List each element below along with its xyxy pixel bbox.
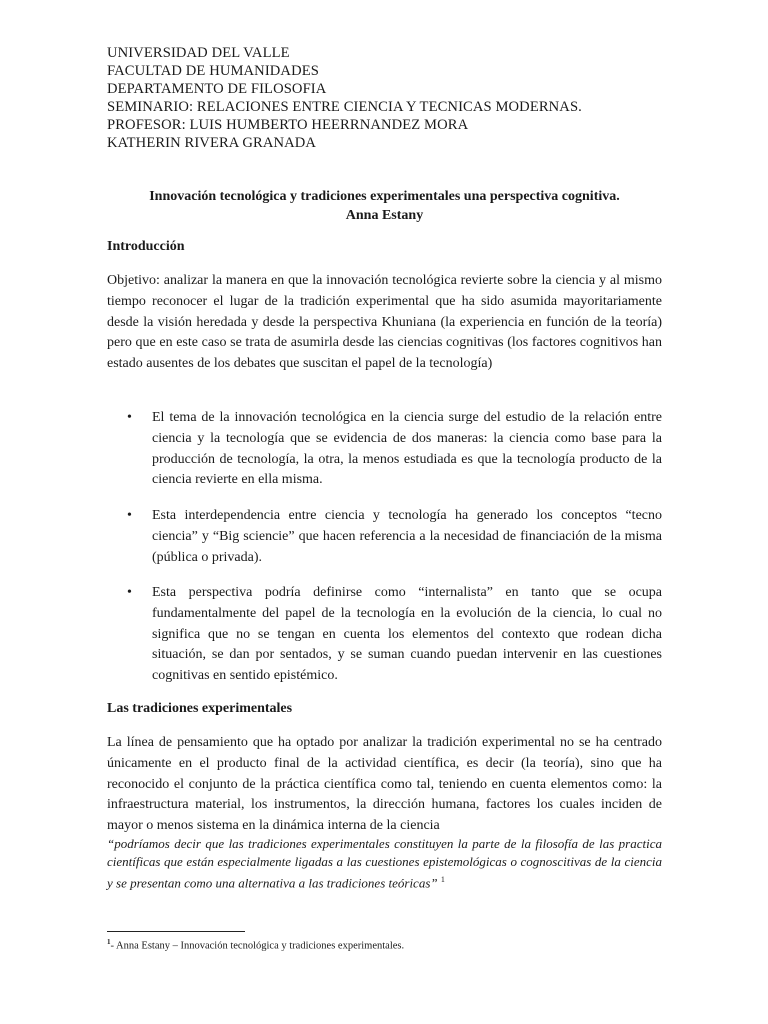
list-item bbox=[127, 408, 662, 492]
list-item-text: El tema de la innovación tecnológica en la ciencia surge del estudio de la relación entre ciencia y la tecnología que se evidencia de dos maneras: la ciencia como base para la producción de tecnología, la otra, la menos estudiada es que la tecnología producto de la ciencia revierte en ella misma. bbox=[152, 410, 662, 488]
document-author: Anna Estany bbox=[345, 208, 424, 223]
footnote-reference: 1 bbox=[440, 874, 445, 884]
section-heading-introduccion: Introducción bbox=[107, 239, 185, 254]
document-title: Innovación tecnológica y tradiciones experimentales una perspectiva cognitiva. bbox=[149, 189, 620, 204]
list-item bbox=[127, 506, 662, 570]
list-item-text: Esta perspectiva podría definirse como “internalista” en tanto que se ocupa fundamentalmente del papel de la tecnología en la evolución de la ciencia, lo cual no significa que no se tengan en cuenta los elementos del contexto que rodean dicha situación, se dan por sentados, y se suman cuando puedan intervenir en las cuestiones cognitivas en sentido epistémico. bbox=[152, 585, 662, 684]
intro-paragraph: Objetivo: analizar la manera en que la innovación tecnológica revierte sobre la ciencia y al mismo tiempo reconocer el lugar de la tradición experimental que ha sido asumida mayoritariamente desde la visión heredada y desde la perspectiva Khuniana (la experiencia en función de la teoría) pero que en este caso se trata de asumirla desde las ciencias cognitivas (los factores cognitivos han estado ausentes de los debates que suscitan el papel de la tecnología) bbox=[107, 273, 662, 372]
footnote-divider bbox=[107, 931, 245, 932]
footnote-text: - Anna Estany – Innovación tecnológica y tradiciones experimentales. bbox=[110, 940, 405, 952]
section-heading-tradiciones: Las tradiciones experimentales bbox=[107, 701, 293, 716]
document-header bbox=[107, 44, 687, 152]
footnote bbox=[107, 935, 404, 954]
header-student: KATHERIN RIVERA GRANADA bbox=[107, 135, 317, 151]
header-university: UNIVERSIDAD DEL VALLE bbox=[107, 45, 290, 61]
list-item-text: Esta interdependencia entre ciencia y tecnología ha generado los conceptos “tecno ciencia” y “Big sciencie” que hacen referencia a la necesidad de financiación de la misma (pública o privada). bbox=[152, 508, 662, 565]
footnote-mark: 1 bbox=[107, 938, 111, 946]
citation-quote-text: “podríamos decir que las tradiciones experimentales constituyen la parte de la filosofía de las practica científicas que están especialmente ligadas a las cuestiones epistemológicas o cognoscitivas de la ciencia y se presentan como una alternativa a las tradiciones teóricas” bbox=[107, 836, 662, 890]
tradiciones-paragraph: La línea de pensamiento que ha optado por analizar la tradición experimental no se ha centrado únicamente en el producto final de la actividad científica, es decir (la teoría), sino que ha reconocido el conjunto de la práctica científica como tal, teniendo en cuenta elementos como: la infraestructura material, los instrumentos, la dirección humana, factores los cuales inciden de mayor o menos sistema en la dinámica interna de la ciencia bbox=[107, 735, 662, 834]
bullet-icon: • bbox=[127, 410, 132, 425]
header-department: DEPARTAMENTO DE FILOSOFIA bbox=[107, 81, 327, 97]
document-title-block bbox=[107, 187, 662, 225]
header-professor: PROFESOR: LUIS HUMBERTO HEERRNANDEZ MORA bbox=[107, 117, 469, 133]
bullet-icon: • bbox=[127, 585, 132, 600]
header-faculty: FACULTAD DE HUMANIDADES bbox=[107, 63, 319, 79]
citation-quote bbox=[107, 835, 662, 892]
header-seminar: SEMINARIO: RELACIONES ENTRE CIENCIA Y TECNICAS MODERNAS. bbox=[107, 99, 582, 115]
list-item bbox=[127, 583, 662, 689]
bullet-icon: • bbox=[127, 508, 132, 523]
